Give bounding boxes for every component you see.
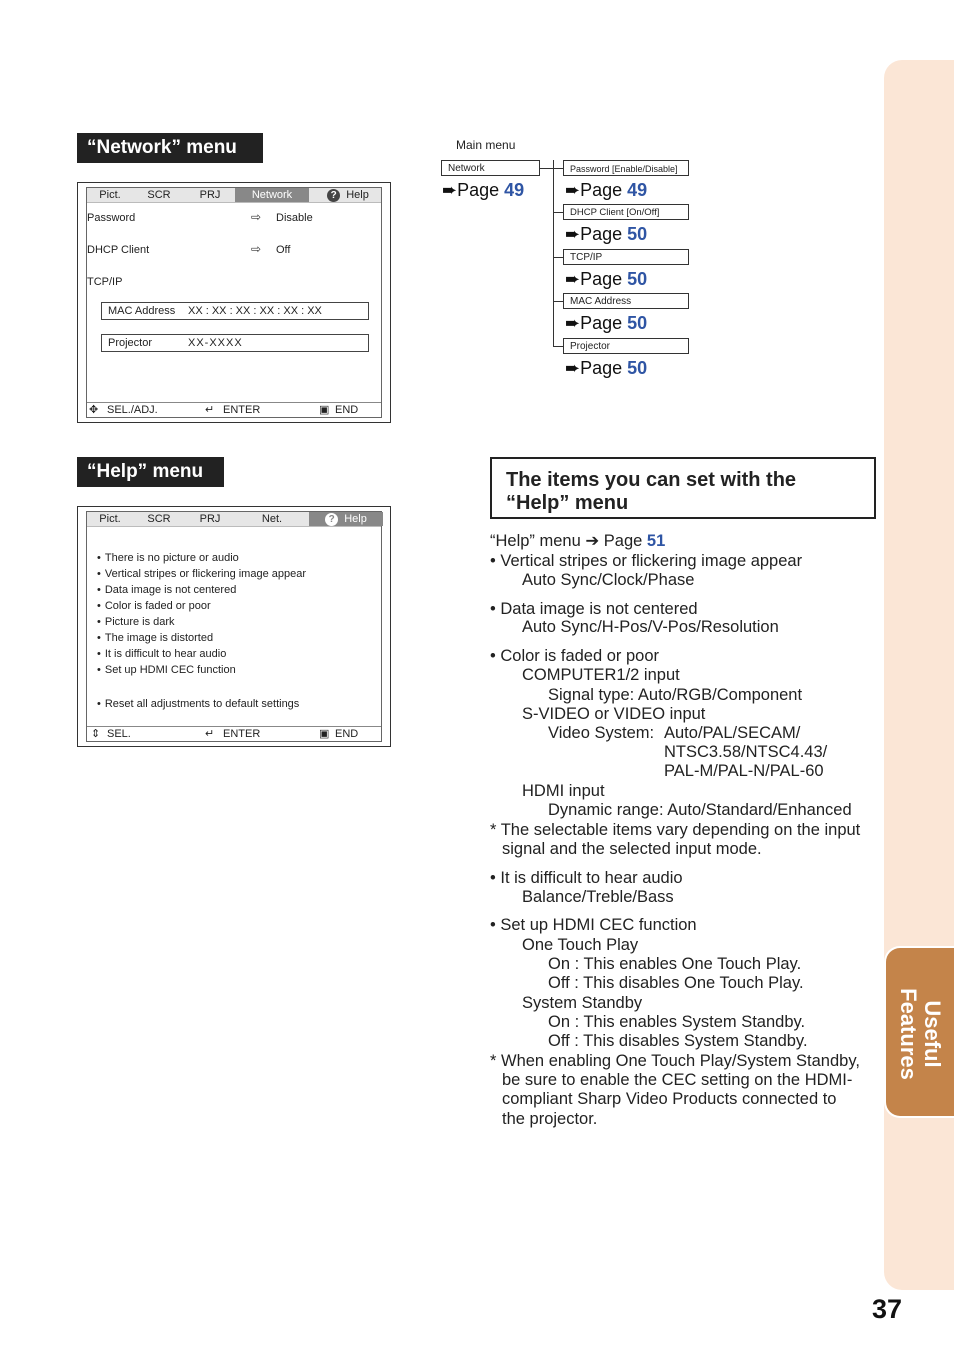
help-line: Dynamic range: Auto/Standard/Enhanced (548, 801, 852, 819)
help-line: COMPUTER1/2 input (522, 666, 680, 684)
page-ref: ➨Page 50 (565, 313, 648, 333)
tcpip-label[interactable]: TCP/IP (87, 276, 123, 288)
sel-adj-icon: ✥ (89, 404, 99, 416)
connector-line (553, 168, 563, 169)
section-tab-useful-features (886, 948, 954, 1116)
password-value[interactable]: Disable (276, 212, 313, 224)
help-line: Auto Sync/Clock/Phase (522, 571, 695, 589)
help-icon: ? (327, 189, 340, 202)
help-item[interactable]: • There is no picture or audio (97, 552, 239, 564)
diagram-dhcp-box: DHCP Client [On/Off] (563, 204, 689, 220)
tab-scr[interactable]: SCR (147, 189, 171, 201)
page-ref: ➨Page 50 (565, 269, 648, 289)
help-line: NTSC3.58/NTSC4.43/ (664, 743, 828, 761)
help-line: * When enabling One Touch Play/System Standby, (490, 1052, 860, 1070)
projector-label: Projector (108, 337, 153, 349)
footer-end: END (335, 404, 359, 416)
help-item[interactable]: • Picture is dark (97, 616, 175, 628)
tab-help-label: Help (346, 189, 369, 201)
help-line: S-VIDEO or VIDEO input (522, 705, 706, 723)
projector-box (101, 334, 369, 352)
end-icon: ▣ (319, 404, 330, 416)
footer-sel: SEL. (107, 728, 131, 740)
tab-help-label: Help (344, 513, 367, 525)
help-line: • Set up HDMI CEC function (490, 916, 697, 934)
help-item[interactable]: • Color is faded or poor (97, 600, 211, 612)
network-menu-heading: “Network” menu (77, 133, 263, 163)
help-line: PAL-M/PAL-N/PAL-60 (664, 762, 824, 780)
help-line: the projector. (502, 1110, 598, 1128)
tab-prj[interactable]: PRJ (199, 513, 221, 525)
projector-value: XX-XXXX (188, 337, 243, 349)
tab-pict[interactable]: Pict. (99, 189, 121, 201)
diagram-tcpip-box: TCP/IP (563, 249, 689, 265)
connector-line (553, 346, 563, 347)
help-item[interactable]: • Vertical stripes or flickering image appear (97, 568, 306, 580)
connector-line (553, 212, 563, 213)
help-line: On : This enables System Standby. (548, 1013, 806, 1031)
help-line: System Standby (522, 994, 643, 1012)
tab-pict[interactable]: Pict. (99, 513, 121, 525)
enter-icon: ↵ (205, 728, 215, 740)
page-ref: ➨Page 49 (442, 180, 525, 200)
help-line: • Vertical stripes or flickering image appear (490, 552, 803, 570)
side-tab-line1: Useful (920, 1000, 945, 1068)
help-reset-item[interactable]: • Reset all adjustments to default settings (97, 698, 299, 710)
page-ref: ➨Page 49 (565, 180, 648, 200)
help-items-heading: The items you can set with the “Help” menu (490, 457, 876, 519)
footer-enter: ENTER (223, 728, 261, 740)
connector-line (553, 257, 563, 258)
help-line: Signal type: Auto/RGB/Component (548, 686, 803, 704)
connector-line (553, 301, 563, 302)
help-line: One Touch Play (522, 936, 639, 954)
help-line: be sure to enable the CEC setting on the HDMI- (502, 1071, 853, 1089)
pointer-icon: ⇨ (251, 242, 262, 256)
help-line: signal and the selected input mode. (502, 840, 762, 858)
help-item[interactable]: • It is difficult to hear audio (97, 648, 226, 660)
help-line: Auto Sync/H-Pos/V-Pos/Resolution (522, 618, 779, 636)
help-item[interactable]: • Set up HDMI CEC function (97, 664, 236, 676)
dhcp-value[interactable]: Off (276, 244, 291, 256)
osd-tab-bar (87, 512, 381, 527)
connector-line (553, 160, 554, 346)
help-line: * The selectable items vary depending on the input (490, 821, 861, 839)
network-osd-panel (77, 182, 391, 423)
tab-net[interactable]: Net. (261, 513, 283, 525)
tab-help[interactable] (313, 188, 383, 202)
help-line: HDMI input (522, 782, 605, 800)
mac-label: MAC Address (108, 305, 176, 317)
help-line: Balance/Treble/Bass (522, 888, 674, 906)
pointer-icon: ⇨ (251, 210, 262, 224)
help-menu-heading: “Help” menu (77, 457, 224, 487)
page-ref: ➨Page 50 (565, 224, 648, 244)
page-number: 37 (872, 1294, 903, 1324)
diagram-projector-box: Projector (563, 338, 689, 354)
help-osd-panel (77, 506, 391, 747)
help-page-ref: “Help” menu ➔ Page 51 (490, 532, 666, 550)
enter-icon: ↵ (205, 404, 215, 416)
main-menu-label: Main menu (456, 138, 516, 152)
footer-sel: SEL./ADJ. (107, 404, 158, 416)
password-label: Password (87, 212, 136, 224)
diagram-password-box: Password [Enable/Disable] (563, 160, 689, 176)
help-line: Off : This disables System Standby. (548, 1032, 808, 1050)
tab-help[interactable] (309, 512, 383, 526)
page-ref: ➨Page 50 (565, 358, 648, 378)
diagram-network-box: Network (441, 160, 540, 176)
help-line: • It is difficult to hear audio (490, 869, 683, 887)
osd-footer (87, 726, 381, 741)
tab-prj[interactable]: PRJ (199, 189, 221, 201)
tab-network[interactable]: Network (235, 188, 309, 202)
diagram-mac-box: MAC Address (563, 293, 689, 309)
osd-tab-bar (87, 188, 381, 203)
up-down-icon: ⇕ (91, 728, 101, 740)
mac-address-box (101, 302, 369, 320)
help-item[interactable]: • Data image is not centered (97, 584, 236, 596)
help-line: • Color is faded or poor (490, 647, 660, 665)
help-line: Auto/PAL/SECAM/ (664, 724, 801, 742)
help-line: compliant Sharp Video Products connected to (502, 1090, 837, 1108)
help-line: Video System: (548, 724, 655, 742)
dhcp-label: DHCP Client (87, 244, 150, 256)
footer-enter: ENTER (223, 404, 261, 416)
mac-value: XX : XX : XX : XX : XX : XX (188, 305, 322, 317)
footer-end: END (335, 728, 359, 740)
tab-scr[interactable]: SCR (147, 513, 171, 525)
help-icon: ? (325, 513, 338, 526)
side-tab-line2: Features (896, 988, 921, 1080)
osd-footer (87, 402, 381, 417)
help-line: • Data image is not centered (490, 600, 698, 618)
help-line: Off : This disables One Touch Play. (548, 974, 804, 992)
end-icon: ▣ (319, 728, 330, 740)
connector-line (540, 168, 554, 169)
help-line: On : This enables One Touch Play. (548, 955, 802, 973)
help-item[interactable]: • The image is distorted (97, 632, 213, 644)
